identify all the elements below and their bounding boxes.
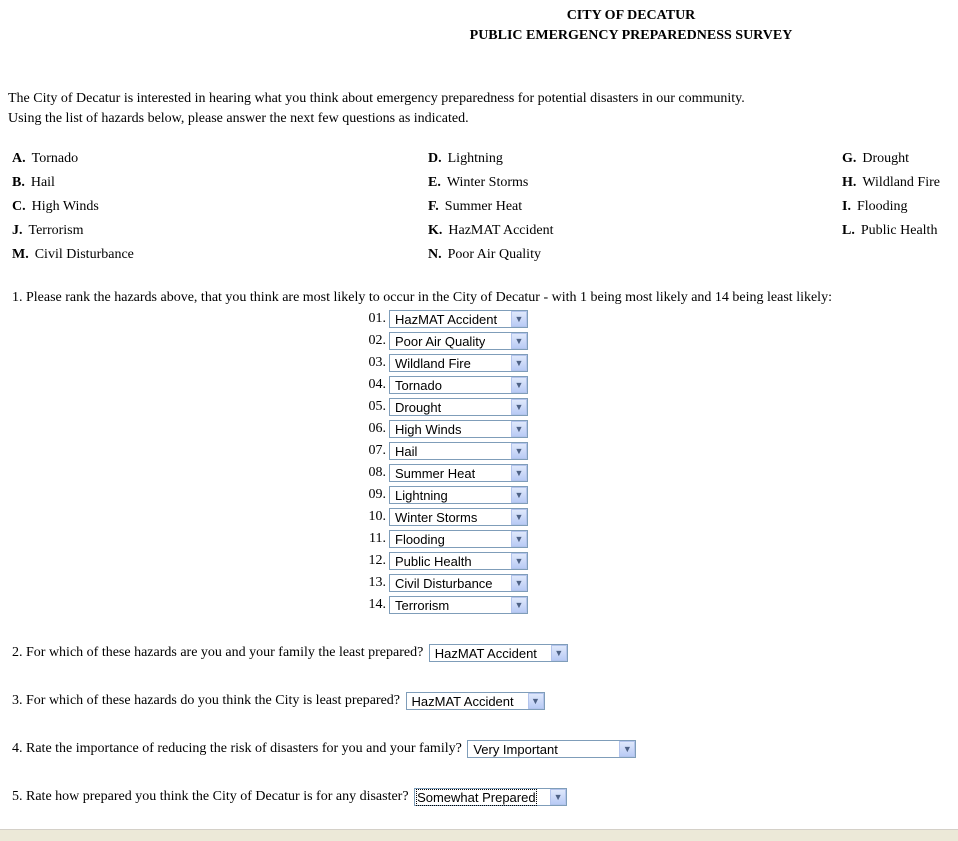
hazard-item [12, 199, 99, 215]
question-3-value: HazMAT Accident [411, 693, 514, 709]
rank-value: Flooding [395, 531, 445, 547]
hazard-name: HazMAT Accident [448, 223, 554, 238]
rank-value: Drought [395, 399, 442, 415]
chevron-down-icon[interactable]: ▼ [511, 355, 527, 371]
rank-number: 04. [368, 377, 386, 392]
hazard-item [428, 151, 503, 167]
rank-number: 05. [368, 399, 386, 414]
rank-row [362, 485, 528, 505]
rank-number: 13. [368, 575, 386, 590]
hazard-letter: E. [428, 175, 441, 190]
chevron-down-icon[interactable]: ▼ [511, 421, 527, 437]
rank-row [362, 529, 528, 549]
question-3-text: 3. For which of these hazards do you think the City is least prepared? [12, 693, 401, 709]
hazard-name: Drought [862, 151, 910, 166]
rank-value: Terrorism [395, 597, 450, 613]
question-5-select[interactable] [414, 788, 567, 806]
rank-value: High Winds [395, 421, 462, 437]
hazard-item [428, 223, 554, 239]
hazard-name: Tornado [31, 151, 79, 166]
rank-select[interactable] [389, 310, 528, 328]
rank-number: 12. [368, 553, 386, 568]
intro-line-2: Using the list of hazards below, please answer the next few questions as indicated. [8, 111, 469, 126]
hazard-name: Public Health [860, 223, 938, 238]
rank-row [362, 595, 528, 615]
hazard-letter: C. [12, 199, 26, 214]
hazard-letter: G. [842, 151, 857, 166]
hazard-name: Summer Heat [444, 199, 523, 214]
chevron-down-icon[interactable]: ▼ [619, 741, 635, 757]
chevron-down-icon[interactable]: ▼ [511, 399, 527, 415]
rank-number: 09. [368, 487, 386, 502]
hazard-letter: F. [428, 199, 439, 214]
hazard-letter: J. [12, 223, 23, 238]
status-bar [0, 829, 958, 841]
rank-row [362, 507, 528, 527]
rank-row [362, 375, 528, 395]
hazard-item [428, 247, 541, 263]
rank-value: Summer Heat [395, 465, 476, 481]
rank-number: 10. [368, 509, 386, 524]
chevron-down-icon[interactable]: ▼ [511, 377, 527, 393]
hazard-letter: B. [12, 175, 25, 190]
rank-number: 11. [369, 531, 386, 546]
rank-value: HazMAT Accident [395, 311, 498, 327]
rank-select[interactable] [389, 398, 528, 416]
rank-row [362, 463, 528, 483]
page-title: CITY OF DECATUR [566, 8, 696, 23]
hazard-name: Lightning [447, 151, 503, 166]
rank-select[interactable] [389, 596, 528, 614]
question-5-text: 5. Rate how prepared you think the City of Decatur is for any disaster? [12, 789, 409, 805]
rank-select[interactable] [389, 420, 528, 438]
hazard-item [842, 151, 909, 167]
hazard-letter: L. [842, 223, 855, 238]
question-4-value: Very Important [473, 741, 558, 757]
rank-row [362, 419, 528, 439]
question-4 [12, 740, 636, 758]
rank-row [362, 331, 528, 351]
question-3-select[interactable] [406, 692, 545, 710]
rank-select[interactable] [389, 354, 528, 372]
intro-line-1: The City of Decatur is interested in hearing what you think about emergency preparedness for potential disasters in our community. [8, 91, 745, 106]
rank-value: Poor Air Quality [395, 333, 486, 349]
question-1-text: 1. Please rank the hazards above, that you think are most likely to occur in the City of Decatur - with 1 being most likely and 14 being least likely: [12, 290, 832, 305]
hazard-name: Poor Air Quality [447, 247, 541, 262]
hazard-letter: N. [428, 247, 442, 262]
rank-row [362, 551, 528, 571]
rank-select[interactable] [389, 552, 528, 570]
rank-number: 06. [368, 421, 386, 436]
rank-number: 01. [368, 311, 386, 326]
rank-row [362, 397, 528, 417]
chevron-down-icon[interactable]: ▼ [511, 509, 527, 525]
hazard-item [12, 151, 78, 167]
rank-select[interactable] [389, 376, 528, 394]
question-5 [12, 788, 567, 806]
rank-number: 14. [368, 597, 386, 612]
chevron-down-icon[interactable]: ▼ [511, 487, 527, 503]
hazard-name: Civil Disturbance [34, 247, 134, 262]
chevron-down-icon[interactable]: ▼ [511, 575, 527, 591]
hazard-item [12, 247, 134, 263]
chevron-down-icon[interactable]: ▼ [550, 789, 566, 805]
rank-value: Winter Storms [395, 509, 478, 525]
question-2-text: 2. For which of these hazards are you and your family the least prepared? [12, 645, 424, 661]
hazard-letter: D. [428, 151, 442, 166]
hazard-item [842, 175, 940, 191]
rank-number: 08. [368, 465, 386, 480]
question-2 [12, 644, 568, 662]
hazard-item [428, 175, 528, 191]
rank-select[interactable] [389, 508, 528, 526]
intro-text [8, 89, 745, 129]
rank-select[interactable] [389, 332, 528, 350]
chevron-down-icon[interactable]: ▼ [528, 693, 544, 709]
rank-number: 07. [368, 443, 386, 458]
hazard-item [12, 175, 55, 191]
rank-select[interactable] [389, 486, 528, 504]
question-2-select[interactable] [429, 644, 568, 662]
chevron-down-icon[interactable]: ▼ [511, 465, 527, 481]
chevron-down-icon[interactable]: ▼ [511, 443, 527, 459]
rank-row [362, 573, 528, 593]
rank-value: Civil Disturbance [395, 575, 493, 591]
page-subtitle: PUBLIC EMERGENCY PREPAREDNESS SURVEY [469, 28, 793, 43]
rank-number: 03. [368, 355, 386, 370]
hazard-name: Hail [30, 175, 55, 190]
rank-value: Public Health [395, 553, 472, 569]
chevron-down-icon[interactable]: ▼ [511, 531, 527, 547]
hazard-item [842, 223, 937, 239]
rank-select[interactable] [389, 530, 528, 548]
rank-number: 02. [368, 333, 386, 348]
hazard-letter: M. [12, 247, 29, 262]
hazard-name: High Winds [31, 199, 99, 214]
hazard-letter: I. [842, 199, 851, 214]
hazard-letter: H. [842, 175, 857, 190]
rank-row [362, 309, 528, 329]
rank-row [362, 353, 528, 373]
hazard-name: Flooding [856, 199, 908, 214]
chevron-down-icon[interactable]: ▼ [511, 311, 527, 327]
question-2-value: HazMAT Accident [434, 645, 537, 661]
hazard-item [842, 199, 908, 215]
hazard-item [12, 223, 84, 239]
chevron-down-icon[interactable]: ▼ [551, 645, 567, 661]
chevron-down-icon[interactable]: ▼ [511, 333, 527, 349]
rank-select[interactable] [389, 574, 528, 592]
chevron-down-icon[interactable]: ▼ [511, 553, 527, 569]
hazard-name: Terrorism [28, 223, 84, 238]
rank-select[interactable] [389, 442, 528, 460]
question-4-select[interactable] [467, 740, 636, 758]
chevron-down-icon[interactable]: ▼ [511, 597, 527, 613]
hazard-name: Winter Storms [446, 175, 529, 190]
hazard-name: Wildland Fire [862, 175, 940, 190]
rank-select[interactable] [389, 464, 528, 482]
rank-value: Wildland Fire [395, 355, 471, 371]
question-3 [12, 692, 545, 710]
rank-value: Lightning [395, 487, 448, 503]
hazard-item [428, 199, 522, 215]
question-5-value: Somewhat Prepared [417, 789, 536, 805]
rank-value: Tornado [395, 377, 442, 393]
hazard-letter: A. [12, 151, 26, 166]
rank-value: Hail [395, 443, 418, 459]
question-4-text: 4. Rate the importance of reducing the risk of disasters for you and your family? [12, 741, 462, 757]
hazard-letter: K. [428, 223, 443, 238]
rank-row [362, 441, 528, 461]
